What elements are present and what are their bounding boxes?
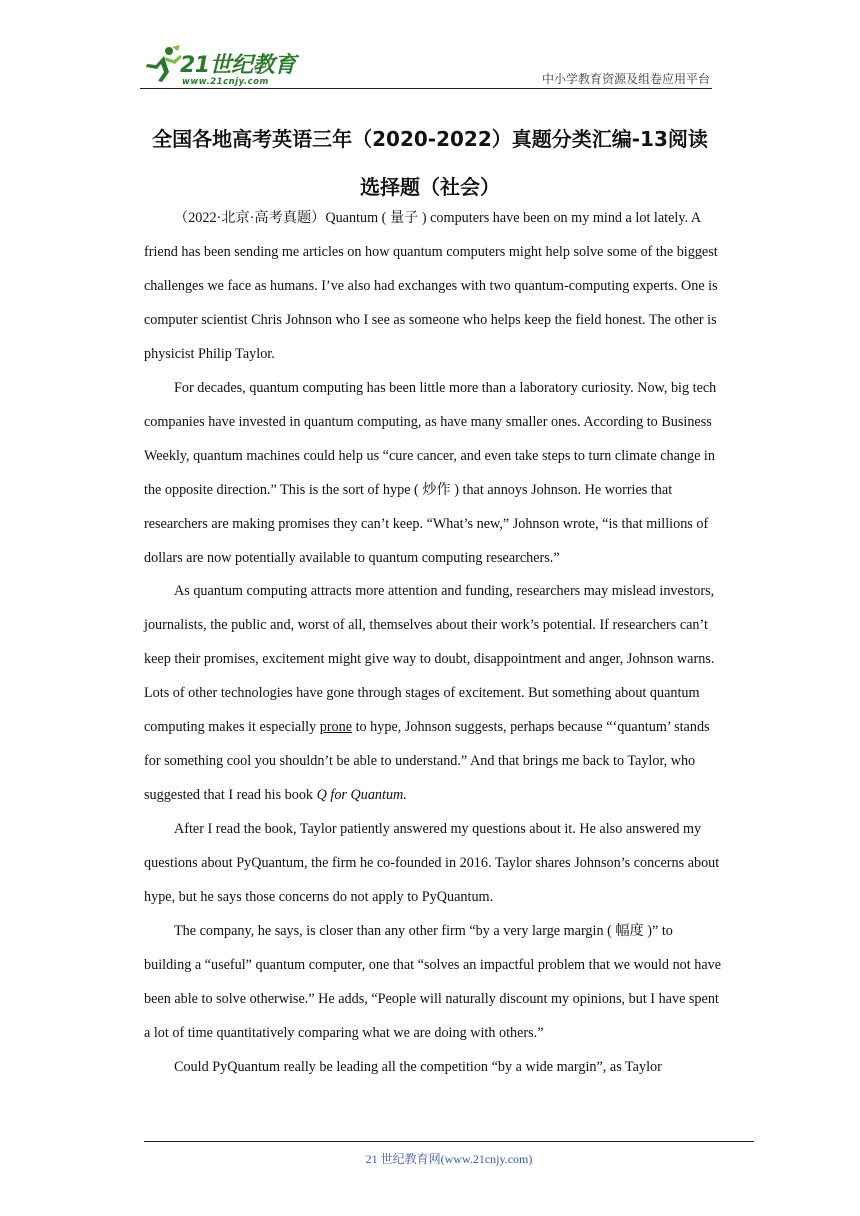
title-line-1: 全国各地高考英语三年（2020-2022）真题分类汇编-13阅读 (152, 127, 708, 151)
header-divider (140, 88, 712, 89)
document-title (140, 115, 720, 211)
paragraph-2: For decades, quantum computing has been little more than a laboratory curiosity. Now, big tech companies have invested in quantum computing, as have many smaller ones. According to Business Weekly, quantum machines could help us “cure cancer, and even take steps to turn climate change in the opposite direction.” This is the sort of hype ( 炒作 ) that annoys Johnson. He worries that researchers are making promises they can’t keep. “What’s new,” Johnson wrote, “is that millions of dollars are now potentially available to quantum computing researchers.” (144, 379, 717, 566)
paragraph-1: （2022·北京·高考真题）Quantum ( 量子 ) computers have been on my mind a lot lately. A friend has been sending me articles on how quantum computers might help solve some of the biggest challenges we face as humans. I’ve also had exchanges with two quantum-computing experts. One is computer scientist Chris Johnson who I see as someone who helps keep the field honest. The other is physicist Philip Taylor. (144, 210, 718, 362)
book-title: Q for Quantum. (316, 787, 407, 804)
paragraph-6: Could PyQuantum really be leading all the competition “by a wide margin”, as Taylor (174, 1058, 662, 1075)
paragraph-5: The company, he says, is closer than any other firm “by a very large margin ( 幅度 )” to building a “useful” quantum computer, one that “solves an impactful problem that we would not have been able to solve otherwise.” He adds, “People will naturally discount my opinions, but I have spent a lot of time quantitatively comparing what we are doing with others.” (144, 923, 722, 1041)
paragraph-3-text-a: As quantum computing attracts more attention and funding, researchers may mislead investors, journalists, the public and, worst of all, themselves about their work’s potential. If researchers can’t keep their promises, excitement might give way to doubt, disappointment and anger, Johnson warns. Lots of other technologies have gone through stages of excitement. But something about quantum computing makes it especially (144, 583, 715, 736)
logo-url: www.21cnjy.com (182, 77, 269, 87)
logo-text: 21世纪教育 (180, 53, 296, 78)
underlined-word-prone: prone (319, 719, 353, 736)
paragraph-3 (144, 575, 722, 813)
passage (144, 202, 722, 1085)
paragraph-3-text-b: to hype, Johnson suggests, perhaps because “‘quantum’ stands for something cool you shouldn’t be able to understand.” And that brings me back to Taylor, who suggested that I read his book (144, 719, 710, 804)
platform-label: 中小学教育资源及组卷应用平台 (541, 72, 710, 86)
site-logo[interactable] (140, 40, 320, 90)
footer-divider (144, 1141, 754, 1142)
running-man-logo-icon (142, 45, 182, 83)
footer-link[interactable]: 21 世纪教育网(www.21cnjy.com) (365, 1152, 533, 1166)
title-line-2: 选择题（社会） (360, 175, 500, 199)
page-header (140, 40, 712, 92)
paragraph-4: After I read the book, Taylor patiently answered my questions about it. He also answered my questions about PyQuantum, the firm he co-founded in 2016. Taylor shares Johnson’s concerns about hype, but he says those concerns do not apply to PyQuantum. (144, 821, 720, 906)
